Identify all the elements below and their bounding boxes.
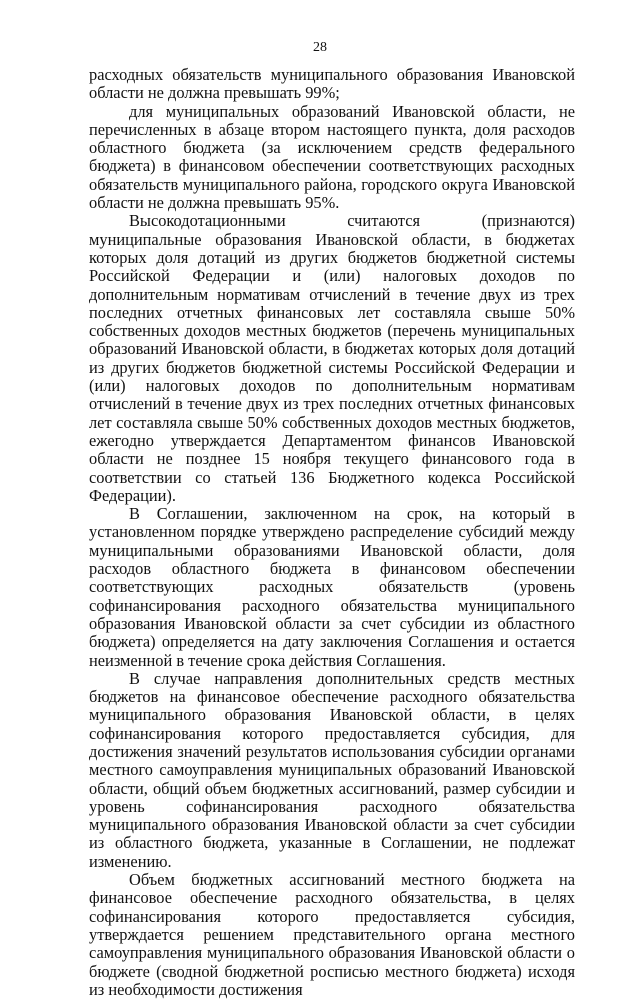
paragraph: Высокодотационными считаются (признаются) муниципальные образования Ивановской области, в бюджетах которых доля дотаций из других бюджетов бюджетной системы Российской Федерации и (или) налоговых доходов по дополнительным нормативам отчислений в течение двух из трех последних отчетных финансовых лет составляла свыше 50% собственных доходов местных бюджетов (перечень муниципальных образований Ивановской области, в бюджетах которых доля дотаций из других бюджетов бюджетной системы Российской Федерации и (или) налоговых доходов по дополнительным нормативам отчислений в течение двух из трех последних отчетных финансовых лет составляла свыше 50% собственных доходов местных бюджетов, ежегодно утверждается Департаментом финансов Ивановской области не позднее 15 ноября текущего финансового года в соответствии со статьей 136 Бюджетного кодекса Российской Федерации). <box>89 211 575 505</box>
paragraph: для муниципальных образований Ивановской области, не перечисленных в абзаце втором настоящего пункта, доля расходов областного бюджета (за исключением средств федерального бюджета) в финансовом обеспечении соответствующих расходных обязательств муниципального района, городского округа Ивановской области не должна превышать 95%. <box>89 101 575 213</box>
paragraph: В случае направления дополнительных средств местных бюджетов на финансовое обеспечение расходного обязательства муниципального образования Ивановской области, в целях софинансирования которого предоставляется субсидия, для достижения значений результатов использования субсидии органами местного самоуправления муниципальных образований Ивановской области, общий объем бюджетных ассигнований, размер субсидии и уровень софинансирования расходного обязательства муниципального образования Ивановской области за счет субсидии из областного бюджета, указанные в Соглашении, не подлежат изменению. <box>89 668 575 871</box>
paragraph: В Соглашении, заключенном на срок, на который в установленном порядке утверждено распределение субсидий между муниципальными образованиями Ивановской области, доля расходов областного бюджета в финансовом обеспечении соответствующих расходных обязательств (уровень софинансирования расходного обязательства муниципального образования Ивановской области за счет субсидии из областного бюджета) определяется на дату заключения Соглашения и остается неизменной в течение срока действия Соглашения. <box>89 504 575 670</box>
paragraph: Объем бюджетных ассигнований местного бюджета на финансовое обеспечение расходного обязательства, в целях софинансирования которого предоставляется субсидия, утверждается решением представительного органа местного самоуправления муниципального образования Ивановской области о бюджете (сводной бюджетной росписью местного бюджета) исходя из необходимости достижения <box>89 870 575 999</box>
page-number: 28 <box>313 40 327 55</box>
document-body <box>89 66 575 999</box>
paragraph-continued: расходных обязательств муниципального образования Ивановской области не должна превышать 99%; <box>89 65 575 103</box>
